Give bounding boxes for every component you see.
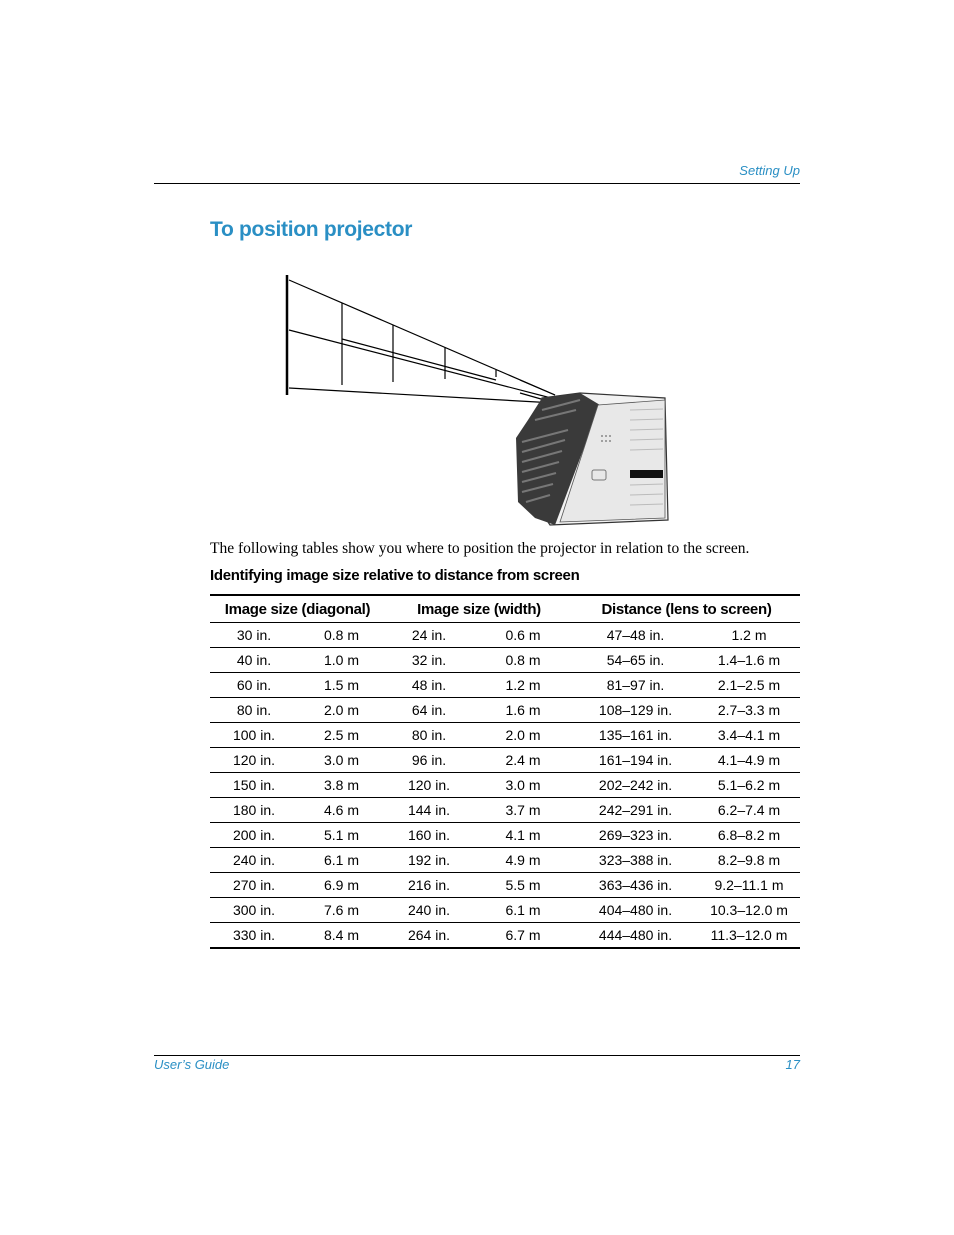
- table-cell: 24 in.: [385, 623, 473, 648]
- table-cell: 48 in.: [385, 673, 473, 698]
- table-cell: 161–194 in.: [573, 748, 698, 773]
- page-title: To position projector: [210, 218, 413, 241]
- table-cell: 0.6 m: [473, 623, 573, 648]
- table-cell: 40 in.: [210, 648, 298, 673]
- table-row: [210, 673, 800, 698]
- table-cell: 3.0 m: [473, 773, 573, 798]
- table-cell: 47–48 in.: [573, 623, 698, 648]
- table-cell: 216 in.: [385, 873, 473, 898]
- table-cell: 160 in.: [385, 823, 473, 848]
- table-row: [210, 798, 800, 823]
- table-cell: 3.7 m: [473, 798, 573, 823]
- table-cell: 1.6 m: [473, 698, 573, 723]
- table-row: [210, 848, 800, 873]
- table-cell: 444–480 in.: [573, 923, 698, 949]
- table-cell: 4.6 m: [298, 798, 385, 823]
- table-cell: 4.1–4.9 m: [698, 748, 800, 773]
- table-cell: 242–291 in.: [573, 798, 698, 823]
- table-cell: 1.2 m: [473, 673, 573, 698]
- table-row: [210, 898, 800, 923]
- footer-guide: User’s Guide: [154, 1057, 230, 1072]
- table-row: [210, 698, 800, 723]
- table-cell: 11.3–12.0 m: [698, 923, 800, 949]
- table-cell: 6.1 m: [473, 898, 573, 923]
- table-cell: 300 in.: [210, 898, 298, 923]
- table-cell: 108–129 in.: [573, 698, 698, 723]
- table-cell: 0.8 m: [298, 623, 385, 648]
- intro-paragraph: The following tables show you where to position the projector in relation to the screen.: [210, 540, 750, 557]
- table-cell: 240 in.: [385, 898, 473, 923]
- table-cell: 30 in.: [210, 623, 298, 648]
- table-cell: 1.2 m: [698, 623, 800, 648]
- table-cell: 2.5 m: [298, 723, 385, 748]
- table-cell: 264 in.: [385, 923, 473, 949]
- table-cell: 6.1 m: [298, 848, 385, 873]
- table-row: [210, 748, 800, 773]
- table-cell: 0.8 m: [473, 648, 573, 673]
- table-header-row: [210, 595, 800, 623]
- table-cell: 64 in.: [385, 698, 473, 723]
- table-cell: 2.0 m: [473, 723, 573, 748]
- table-row: [210, 823, 800, 848]
- footer-rule: [154, 1055, 800, 1056]
- header-width: Image size (width): [385, 595, 573, 623]
- table-cell: 3.8 m: [298, 773, 385, 798]
- table-cell: 80 in.: [210, 698, 298, 723]
- table-cell: 202–242 in.: [573, 773, 698, 798]
- table-cell: 96 in.: [385, 748, 473, 773]
- table-cell: 10.3–12.0 m: [698, 898, 800, 923]
- table-cell: 9.2–11.1 m: [698, 873, 800, 898]
- table-caption: Identifying image size relative to distance from screen: [210, 567, 580, 584]
- table-row: [210, 873, 800, 898]
- table-cell: 54–65 in.: [573, 648, 698, 673]
- table-cell: 2.4 m: [473, 748, 573, 773]
- table-cell: 60 in.: [210, 673, 298, 698]
- running-header: Setting Up: [739, 163, 800, 178]
- table-row: [210, 773, 800, 798]
- table-cell: 2.0 m: [298, 698, 385, 723]
- table-cell: 3.4–4.1 m: [698, 723, 800, 748]
- table-cell: 270 in.: [210, 873, 298, 898]
- table-cell: 4.1 m: [473, 823, 573, 848]
- table-cell: 7.6 m: [298, 898, 385, 923]
- table-cell: 5.1–6.2 m: [698, 773, 800, 798]
- table-cell: 8.2–9.8 m: [698, 848, 800, 873]
- table-cell: 3.0 m: [298, 748, 385, 773]
- table-row: [210, 648, 800, 673]
- table-cell: 363–436 in.: [573, 873, 698, 898]
- table-cell: 6.8–8.2 m: [698, 823, 800, 848]
- table-cell: 6.9 m: [298, 873, 385, 898]
- table-cell: 180 in.: [210, 798, 298, 823]
- table-cell: 8.4 m: [298, 923, 385, 949]
- table-cell: 240 in.: [210, 848, 298, 873]
- table-cell: 323–388 in.: [573, 848, 698, 873]
- page-number: 17: [785, 1057, 800, 1072]
- table-cell: 120 in.: [385, 773, 473, 798]
- table-cell: 80 in.: [385, 723, 473, 748]
- table-cell: 269–323 in.: [573, 823, 698, 848]
- distance-table: [210, 594, 800, 949]
- header-rule: [154, 183, 800, 184]
- table-cell: 1.5 m: [298, 673, 385, 698]
- table-cell: 2.7–3.3 m: [698, 698, 800, 723]
- table-cell: 6.7 m: [473, 923, 573, 949]
- table-cell: 2.1–2.5 m: [698, 673, 800, 698]
- table-row: [210, 623, 800, 648]
- table-cell: 150 in.: [210, 773, 298, 798]
- table-cell: 1.0 m: [298, 648, 385, 673]
- header-distance: Distance (lens to screen): [573, 595, 800, 623]
- table-cell: 330 in.: [210, 923, 298, 949]
- table-cell: 6.2–7.4 m: [698, 798, 800, 823]
- table-cell: 144 in.: [385, 798, 473, 823]
- table-cell: 1.4–1.6 m: [698, 648, 800, 673]
- table-cell: 5.1 m: [298, 823, 385, 848]
- table-cell: 120 in.: [210, 748, 298, 773]
- table-cell: 100 in.: [210, 723, 298, 748]
- table-cell: 32 in.: [385, 648, 473, 673]
- table-cell: 81–97 in.: [573, 673, 698, 698]
- table-row: [210, 723, 800, 748]
- table-cell: 404–480 in.: [573, 898, 698, 923]
- header-diagonal: Image size (diagonal): [210, 595, 385, 623]
- table-cell: 5.5 m: [473, 873, 573, 898]
- table-cell: 4.9 m: [473, 848, 573, 873]
- table-cell: 200 in.: [210, 823, 298, 848]
- table-cell: 135–161 in.: [573, 723, 698, 748]
- table-row: [210, 923, 800, 949]
- projector-throw-diagram: [280, 270, 680, 532]
- table-cell: 192 in.: [385, 848, 473, 873]
